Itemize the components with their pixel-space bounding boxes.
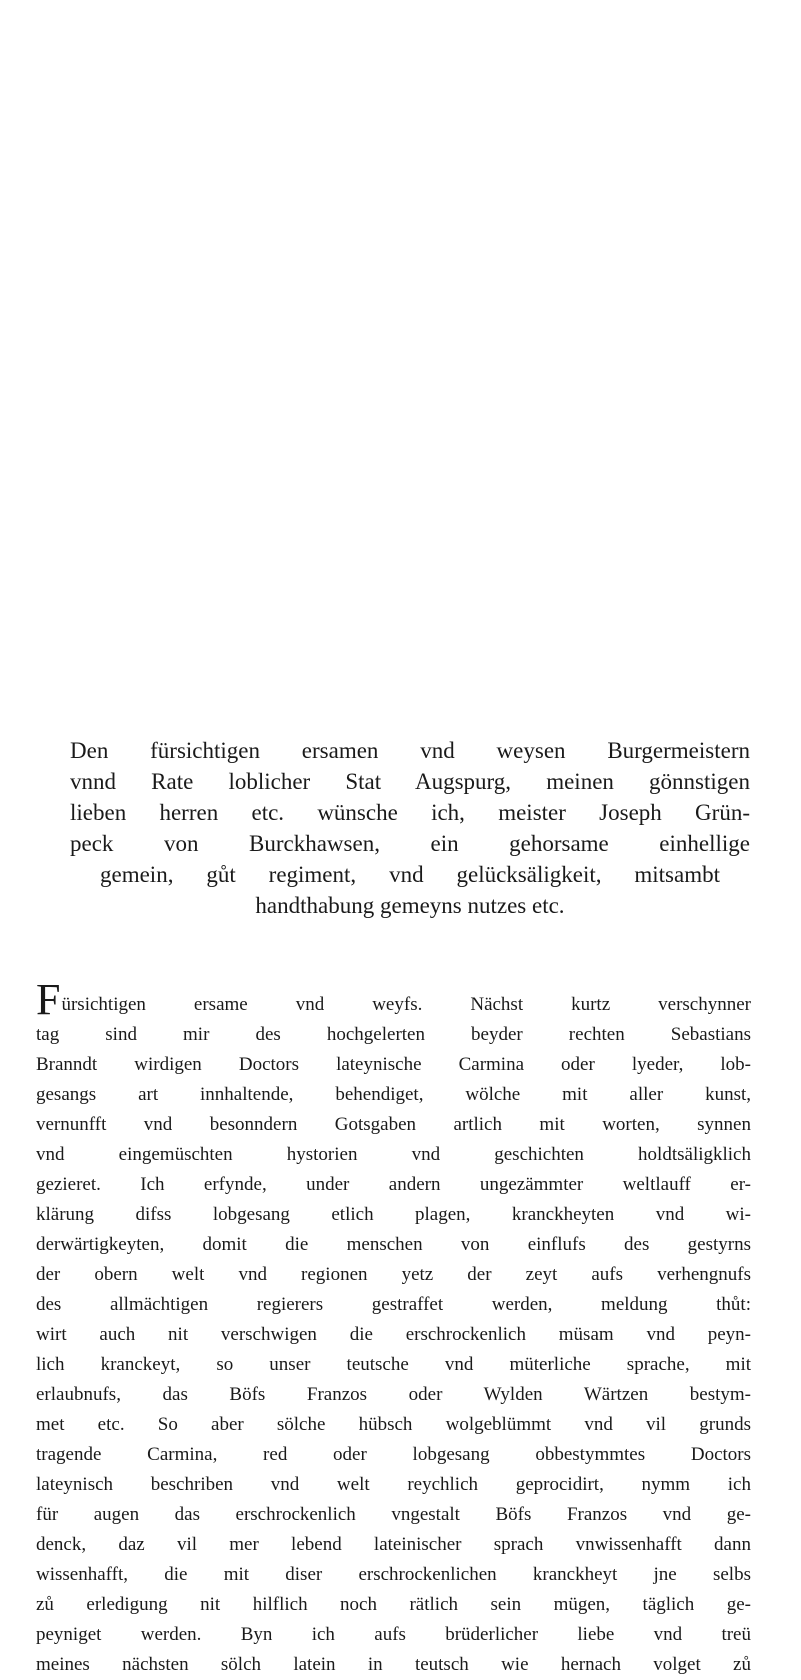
text-line: zů erledigung nit hilflich noch rätlich sein mügen, täglich ge-	[36, 1594, 751, 1615]
text-line: met etc. So aber sölche hübsch wolgeblümmt vnd vil grunds	[36, 1414, 751, 1435]
text-line: wirt auch nit verschwigen die erschrockenlich müsam vnd peyn-	[36, 1324, 751, 1345]
text-line: meines nächsten sölch latein in teutsch wie hernach volget zů	[36, 1654, 751, 1675]
dedication-heading	[70, 735, 750, 921]
text-line: tag sind mir des hochgelerten beyder rechten Sebastians	[36, 1024, 751, 1045]
dedication-line: peck von Burckhawsen, ein gehorsame einhellige	[70, 831, 750, 856]
text-line: vernunfft vnd besonndern Gotsgaben artlich mit worten, synnen	[36, 1114, 751, 1135]
dedication-line: vnnd Rate loblicher Stat Augspurg, meinen gönnstigen	[70, 769, 750, 794]
body-paragraph	[36, 975, 751, 1680]
text-line: erlaubnufs, das Böfs Franzos oder Wylden Wärtzen bestym-	[36, 1384, 751, 1405]
text-line: wissenhafft, die mit diser erschrockenlichen kranckheyt jne selbs	[36, 1564, 751, 1585]
text-line: peyniget werden. Byn ich aufs brüderlicher liebe vnd treü	[36, 1624, 751, 1645]
text-line: gesangs art innhaltende, behendiget, wölche mit aller kunst,	[36, 1084, 751, 1105]
text-line: tragende Carmina, red oder lobgesang obbestymmtes Doctors	[36, 1444, 751, 1465]
text-line: der obern welt vnd regionen yetz der zeyt aufs verhengnufs	[36, 1264, 751, 1285]
dedication-line: lieben herren etc. wünsche ich, meister Joseph Grün-	[70, 800, 750, 825]
first-line	[36, 975, 751, 1024]
text-line: lich kranckeyt, so unser teutsche vnd müterliche sprache, mit	[36, 1354, 751, 1375]
text-line: des allmächtigen regierers gestraffet werden, meldung thůt:	[36, 1294, 751, 1315]
text-line: lateynisch beschriben vnd welt reychlich geprocidirt, nymm ich	[36, 1474, 751, 1495]
text-line: gezieret. Ich erfynde, under andern ungezämmter weltlauff er-	[36, 1174, 751, 1195]
text-line: denck, daz vil mer lebend lateinischer sprach vnwissenhafft dann	[36, 1534, 751, 1555]
text-line: für augen das erschrockenlich vngestalt Böfs Franzos vnd ge-	[36, 1504, 751, 1525]
dedication-line: gemein, gůt regiment, vnd gelücksäligkeit, mitsambt	[100, 862, 720, 887]
first-line-text: ürsichtigen ersame vnd weyfs. Nächst kurtz verschynner	[61, 994, 751, 1015]
text-line: derwärtigkeyten, domit die menschen von einflufs des gestyrns	[36, 1234, 751, 1255]
text-line: klärung difss lobgesang etlich plagen, kranckheyten vnd wi-	[36, 1204, 751, 1225]
text-line: Branndt wirdigen Doctors lateynische Carmina oder lyeder, lob-	[36, 1054, 751, 1075]
initial-letter: F	[36, 975, 61, 1024]
dedication-line: handthabung gemeyns nutzes etc.	[255, 893, 565, 918]
dedication-line: Den fürsichtigen ersamen vnd weysen Burgermeistern	[70, 738, 750, 763]
text-line: vnd eingemüschten hystorien vnd geschichten holdtsäligklich	[36, 1144, 751, 1165]
